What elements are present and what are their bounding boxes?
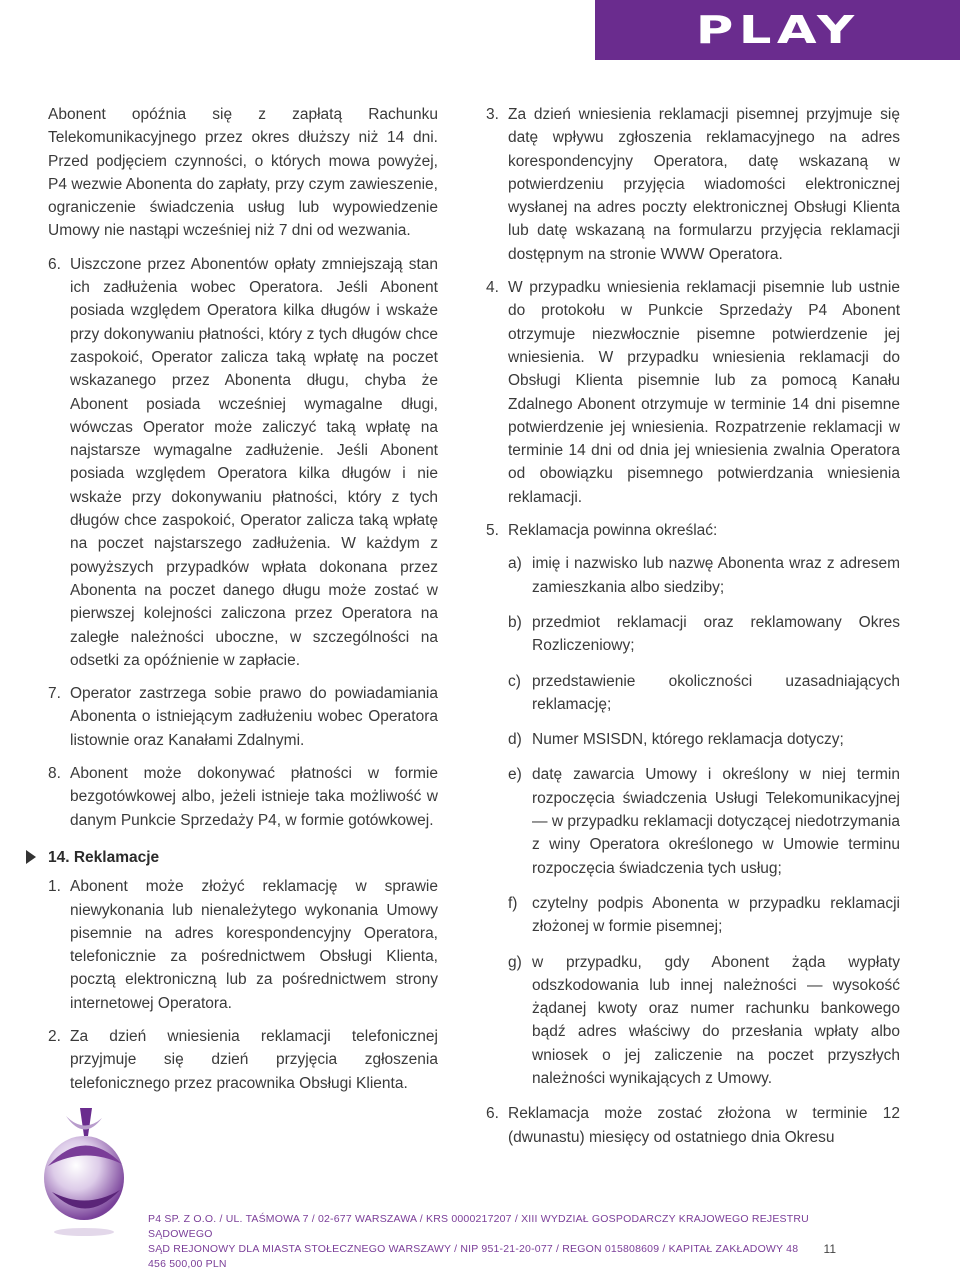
list-item bbox=[48, 875, 438, 1015]
footer bbox=[148, 1212, 818, 1272]
letter-label: g) bbox=[508, 953, 522, 971]
section-title: 14. Reklamacje bbox=[48, 848, 160, 866]
left-column bbox=[48, 103, 438, 1105]
item-text: Reklamacja powinna określać: bbox=[508, 522, 718, 540]
letter-item bbox=[486, 763, 900, 879]
right-column bbox=[486, 103, 900, 1159]
item-text: Reklamacja może zostać złożona w terminie 12 (dwunastu) miesięcy od ostatniego dnia Okresu bbox=[508, 1105, 900, 1146]
item-text: Za dzień wniesienia reklamacji telefonicznej przyjmuje się dzień przyjęcia zgłoszenia telefonicznego przez pracownika Obsługi Klienta. bbox=[70, 1027, 438, 1092]
page-number: 11 bbox=[823, 1242, 836, 1256]
list-item bbox=[486, 1102, 900, 1149]
letter-label: e) bbox=[508, 766, 522, 784]
footer-line: P4 SP. Z O.O. / UL. TAŚMOWA 7 / 02-677 WARSZAWA / KRS 0000217207 / XIII WYDZIAŁ GOSPODARCZY KRAJOWEGO REJESTRU SĄDOWEGO bbox=[148, 1213, 809, 1240]
item-number: 7. bbox=[48, 685, 61, 703]
item-number: 2. bbox=[48, 1027, 61, 1045]
arrow-icon bbox=[26, 850, 36, 864]
item-number: 6. bbox=[48, 255, 61, 273]
logo-text: PLAY bbox=[695, 8, 860, 52]
footer-line: SĄD REJONOWY DLA MIASTA STOŁECZNEGO WARSZAWY / NIP 951-21-20-077 / REGON 015808609 / KAPITAŁ ZAKŁADOWY 48 456 500,00 PLN bbox=[148, 1243, 799, 1270]
play-sphere-logo bbox=[36, 1106, 132, 1238]
letter-label: d) bbox=[508, 731, 522, 749]
item-text: Operator zastrzega sobie prawo do powiadamiania Abonenta o istniejącym zadłużeniu wobec Operatora listownie oraz Kanałami Zdalnymi. bbox=[70, 685, 438, 749]
letter-label: a) bbox=[508, 555, 522, 573]
list-item bbox=[486, 276, 900, 509]
list-item bbox=[48, 253, 438, 672]
section-heading bbox=[22, 846, 438, 869]
letter-item bbox=[486, 728, 900, 751]
list-item bbox=[48, 762, 438, 832]
letter-label: c) bbox=[508, 672, 521, 690]
list-item bbox=[486, 103, 900, 266]
item-text: Abonent może dokonywać płatności w formie bezgotówkowej albo, jeżeli istnieje taka możliwość w danym Punkcie Sprzedaży P4, w formie gotówkowej. bbox=[70, 765, 438, 829]
letter-text: przedstawienie okoliczności uzasadniających reklamację; bbox=[532, 672, 900, 713]
letter-item bbox=[486, 611, 900, 658]
item-number: 6. bbox=[486, 1105, 499, 1123]
play-logo bbox=[595, 0, 960, 60]
letter-item bbox=[486, 951, 900, 1091]
item-text: W przypadku wniesienia reklamacji pisemnie lub ustnie do protokołu w Punkcie Sprzedaży P4 Abonent otrzymuje niezwłocznie pisemne potwierdzenie jej wniesienia. W przypadku wniesienia reklamacji do Obsługi Klienta pisemnie lub za pomocą Kanału Zdalnego Abonent otrzymuje w terminie 14 dni pisemne potwierdzenie jej wniesienia. Rozpatrzenie reklamacji w terminie 14 dni od dnia jej wniesienia zwalnia Operatora od obowiązku pisemnego potwierdzania wniesienia reklamacji. bbox=[508, 279, 900, 506]
letter-label: f) bbox=[508, 894, 518, 912]
letter-text: datę zawarcia Umowy i określony w niej termin rozpoczęcia świadczenia Usługi Telekomunikacyjnej — w przypadku reklamacji dotyczącej niedotrzymania z winy Operatora określonego w Umowie terminu rozpoczęcia świadczenia tych usług; bbox=[532, 766, 900, 877]
letter-text: czytelny podpis Abonenta w przypadku reklamacji złożonej w formie pisemnej; bbox=[532, 894, 900, 936]
item-number: 1. bbox=[48, 878, 61, 896]
letter-label: b) bbox=[508, 613, 522, 631]
item-text: Uiszczone przez Abonentów opłaty zmniejszają stan ich zadłużenia wobec Operatora. Jeśli Abonent posiada względem Operatora kilka długów i wskaże przy dokonywaniu płatności, który z tych długów chce zaspokoić, Operator zalicza taką wpłatę na poczet wskazanego przez Abonenta długu, chyba że Abonent posiada wcześniej wymagalne długi, wówczas Operator może zaliczyć taką wpłatę na najstarsze wymagalne zadłużenie. Jeśli Abonent posiada względem Operatora kilka długów i nie wskaże przy dokonywaniu płatności, który z tych długów chce zaspokoić, Operator zalicza taką wpłatę na poczet najstarszego zadłużenia. W każdym z powyższych przypadków wpłata dokonana przez Abonenta na poczet danego długu może zostać w pierwszej kolejności zaliczona przez Operatora na zaległe należności uboczne, w szczególności na odsetki za opóźnienie w zapłacie. bbox=[70, 255, 438, 669]
list-item bbox=[486, 519, 900, 542]
letter-item bbox=[486, 552, 900, 599]
list-item bbox=[48, 682, 438, 752]
letter-text: imię i nazwisko lub nazwę Abonenta wraz z adresem zamieszkania albo siedziby; bbox=[532, 555, 900, 596]
item-text: Za dzień wniesienia reklamacji pisemnej przyjmuje się datę wpływu zgłoszenia reklamacyjnego na adres korespondencyjny Operatora, datę wskazaną w potwierdzeniu przyjęcia wiadomości elektronicznej wysłanej na adres poczty elektronicznej Obsługi Klienta lub datę wskazaną na formularzu przyjęcia reklamacji dostępnym na stronie WWW Operatora. bbox=[508, 106, 900, 263]
item-number: 8. bbox=[48, 765, 61, 783]
intro-paragraph: Abonent opóźnia się z zapłatą Rachunku Telekomunikacyjnego przez okres dłuższy niż 14 dni. Przed podjęciem czynności, o których mowa powyżej, P4 wezwie Abonenta do zapłaty, przy czym zawieszenie, ograniczenie świadczenia usług lub wypowiedzenie Umowy nie nastąpi wcześniej niż 7 dni od wezwania. bbox=[48, 106, 438, 240]
item-number: 3. bbox=[486, 106, 499, 123]
letter-text: przedmiot reklamacji oraz reklamowany Okres Rozliczeniowy; bbox=[532, 613, 900, 655]
item-number: 4. bbox=[486, 279, 499, 297]
item-text: Abonent może złożyć reklamację w sprawie niewykonania lub nienależytego wykonania Umowy pisemnie na adres korespondencyjny Operatora, telefonicznie za pośrednictwem Obsługi Klienta, pocztą elektroniczną lub za pośrednictwem strony internetowej Operatora. bbox=[70, 878, 438, 1012]
letter-text: w przypadku, gdy Abonent żąda wypłaty odszkodowania lub innej należności — wysokość żądanej kwoty oraz numer rachunku bankowego bądź adres właściwy do przesłania wpłaty albo wniosek o jej zaliczenie na poczet przyszłych należności wynikających z Umowy. bbox=[532, 953, 900, 1087]
letter-text: Numer MSISDN, którego reklamacja dotyczy; bbox=[532, 731, 844, 749]
letter-item bbox=[486, 892, 900, 939]
letter-item bbox=[486, 670, 900, 717]
item-number: 5. bbox=[486, 522, 499, 540]
list-item bbox=[48, 1025, 438, 1095]
